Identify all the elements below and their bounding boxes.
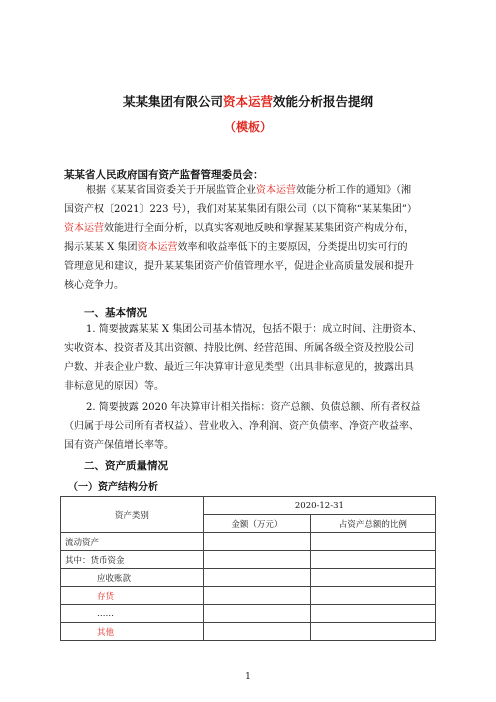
highlight-term: 资本运营 (256, 185, 296, 196)
ratio-cell (310, 551, 435, 569)
title-part-2: 效能分析报告提纲 (273, 94, 374, 109)
asset-structure-table (60, 496, 436, 641)
document-subtitle: （模板） (223, 120, 272, 134)
ratio-cell (310, 569, 435, 587)
table-row (61, 533, 436, 551)
amount-cell (203, 623, 310, 641)
ratio-cell (310, 533, 435, 551)
row-label: 应收账款 (61, 569, 204, 587)
document-title (0, 92, 496, 110)
col-header-category: 资产类别 (61, 497, 204, 533)
highlight-term: 资本运营 (137, 242, 178, 253)
col-header-amount: 金额（万元） (203, 515, 310, 533)
amount-cell (203, 605, 310, 623)
section-2-subheading: （一）资产结构分析 (68, 482, 158, 493)
row-label: 其中：货币资金 (61, 551, 204, 569)
amount-cell (203, 551, 310, 569)
ratio-cell (310, 623, 435, 641)
col-header-date: 2020-12-31 (203, 497, 435, 515)
salutation: 某某省人民政府国有资产监督管理委员会： (64, 169, 264, 181)
section-2-heading: 二、资产质量情况 (84, 460, 168, 472)
section-1-heading: 一、基本情况 (84, 307, 147, 319)
intro-paragraph: 根据《某某省国资委关于开展监管企业资本运营效能分析工作的通知》（湘 国资产权〔2021〕223 号），我们对某某集团有限公司（以下简称“某某集团”） 资本运营效能进行全面分析，以真实客观地反映和掌握某某集团资产构成分布， 揭示某某 X 集团资本运营效率和收益率低下的主要原因，分类提出切实可行的 管理意见和建议，提升某某集团资产价值管理水平，促进企业高质量发展和提升 核心竞争力。 (64, 185, 417, 291)
row-label: …… (61, 605, 204, 623)
col-header-ratio: 占资产总额的比例 (310, 515, 435, 533)
section-1-paragraph-2: 2. 简要披露 2020 年决算审计相关指标：资产总额、负债总额、所有者权益 （归属于母公司所有者权益）、营业收入、净利润、资产负债率、净资产收益率、 国有资产保值增长率等。 (64, 402, 421, 451)
row-label: 流动资产 (61, 533, 204, 551)
page-number: 1 (245, 672, 251, 682)
row-label: 存货 (61, 587, 204, 605)
table-row (61, 551, 436, 569)
table-row (61, 623, 436, 641)
amount-cell (203, 533, 310, 551)
amount-cell (203, 569, 310, 587)
ratio-cell (310, 587, 435, 605)
title-highlight: 资本运营 (222, 94, 273, 109)
ratio-cell (310, 605, 435, 623)
highlight-term: 资本运营 (64, 223, 104, 234)
table-row (61, 605, 436, 623)
amount-cell (203, 587, 310, 605)
table-row (61, 569, 436, 587)
section-1-paragraph-1: 1. 简要披露某某 X 集团公司基本情况，包括不限于：成立时间、注册资本、 实收资本、投资者及其出资额、持股比例、经营范围、所属各级全资及控股公司 户数、并表企业户数、最近三年决算审计意见类型（出具非标意见的，披露出具 非标意见的原因）等。 (64, 324, 423, 392)
table-row (61, 587, 436, 605)
title-part-1: 某某集团有限公司 (122, 94, 223, 109)
row-label: 其他 (61, 623, 204, 641)
